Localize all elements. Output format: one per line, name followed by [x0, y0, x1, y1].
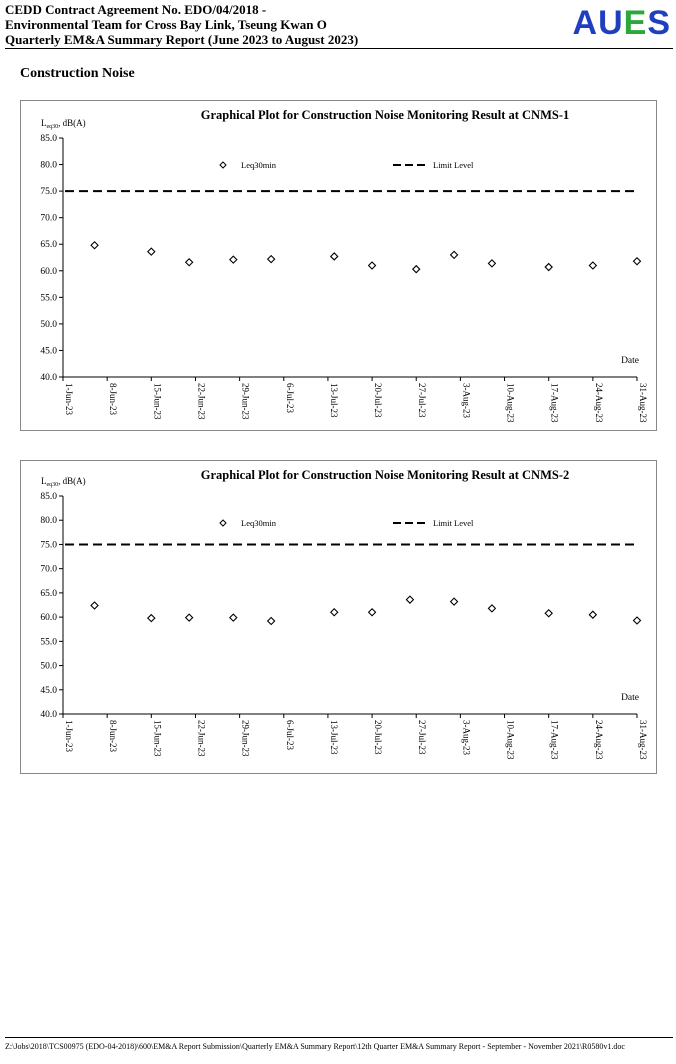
x-tick-label: 24-Aug-23 — [593, 720, 604, 760]
y-tick-label: 55.0 — [40, 293, 57, 304]
data-point — [91, 602, 98, 609]
y-axis-label-sub: eq30 — [46, 482, 59, 488]
header-line-contract: CEDD Contract Agreement No. EDO/04/2018 - — [5, 2, 267, 17]
logo-letter: A — [572, 4, 599, 42]
x-tick-label: 27-Jul-23 — [417, 383, 428, 418]
data-point — [186, 259, 193, 266]
x-tick-label: 8-Jun-23 — [108, 383, 119, 415]
legend-marker-leq30min — [220, 520, 226, 526]
x-tick-label: 20-Jul-23 — [373, 720, 384, 755]
data-point — [634, 617, 641, 624]
y-tick-label: 45.0 — [40, 346, 57, 357]
x-tick-label: 1-Jun-23 — [64, 720, 74, 752]
chart-title: Graphical Plot for Construction Noise Monitoring Result at CNMS-1 — [200, 108, 570, 122]
header-text — [5, 2, 358, 47]
data-point — [634, 258, 641, 265]
x-tick-label: 6-Jul-23 — [284, 720, 295, 750]
data-point — [268, 256, 275, 263]
x-tick-label: 22-Jun-23 — [196, 720, 207, 757]
chart-cnms-2 — [20, 460, 657, 774]
chart-cnms-1 — [20, 100, 657, 431]
y-tick-label: 85.0 — [40, 134, 57, 144]
x-tick-label: 22-Jun-23 — [196, 383, 207, 420]
data-point — [91, 242, 98, 249]
logo-letter: E — [623, 4, 648, 42]
x-tick-label: 31-Aug-23 — [638, 720, 648, 760]
y-tick-label: 40.0 — [40, 373, 57, 383]
data-point — [369, 262, 376, 269]
data-point — [451, 598, 458, 605]
x-tick-label: 17-Aug-23 — [549, 720, 560, 760]
y-tick-label: 55.0 — [40, 637, 57, 648]
data-point — [488, 605, 495, 612]
data-point — [331, 253, 338, 260]
y-tick-label: 70.0 — [40, 213, 57, 224]
y-axis-label-main: L — [41, 476, 47, 486]
y-tick-label: 65.0 — [40, 240, 57, 251]
y-tick-label: 75.0 — [40, 187, 57, 198]
x-axis-label: Date — [621, 356, 639, 366]
data-point — [451, 251, 458, 258]
y-tick-label: 85.0 — [40, 492, 57, 502]
report-header — [5, 2, 673, 49]
x-tick-label: 10-Aug-23 — [505, 720, 516, 760]
legend-marker-leq30min — [220, 162, 226, 168]
x-tick-label: 31-Aug-23 — [638, 383, 648, 423]
chart-svg-cnms-2 — [21, 461, 656, 773]
legend-label-leq30min: Leq30min — [241, 518, 276, 528]
x-tick-label: 8-Jun-23 — [108, 720, 119, 752]
x-tick-label: 6-Jul-23 — [284, 383, 295, 413]
x-tick-label: 29-Jun-23 — [240, 720, 251, 757]
header-line-report: Quarterly EM&A Summary Report (June 2023 to August 2023) — [5, 32, 359, 47]
y-axis-label-sub: eq30 — [46, 124, 59, 130]
x-tick-label: 17-Aug-23 — [549, 383, 560, 423]
chart-svg-cnms-1 — [21, 101, 656, 430]
footer-path: Z:\Jobs\2018\TCS00975 (EDO-04-2018)\600\EM&A Report Submission\Quarterly EM&A Summary Report\12th Quarter EM&A Summary Report - September - November 2021\R0580v1.doc — [5, 1037, 673, 1052]
y-axis-label — [41, 118, 86, 130]
data-point — [331, 609, 338, 616]
logo-letter: S — [647, 4, 671, 42]
x-tick-label: 3-Aug-23 — [461, 383, 472, 418]
y-axis-label — [41, 476, 86, 488]
x-tick-label: 29-Jun-23 — [240, 383, 251, 420]
y-tick-label: 40.0 — [40, 710, 57, 720]
y-tick-label: 80.0 — [40, 160, 57, 171]
section-title: Construction Noise — [20, 66, 135, 81]
y-axis-label-rest: , dB(A) — [58, 476, 86, 486]
y-tick-label: 80.0 — [40, 516, 57, 527]
legend-label-leq30min: Leq30min — [241, 160, 276, 170]
legend-label-limit: Limit Level — [433, 160, 474, 170]
x-tick-label: 27-Jul-23 — [417, 720, 428, 755]
data-point — [230, 614, 237, 621]
x-tick-label: 13-Jul-23 — [328, 383, 339, 418]
x-tick-label: 1-Jun-23 — [64, 383, 74, 415]
x-tick-label: 24-Aug-23 — [593, 383, 604, 423]
y-tick-label: 70.0 — [40, 564, 57, 575]
header-line-team: Environmental Team for Cross Bay Link, Tseung Kwan O — [5, 17, 327, 32]
logo-letter: U — [598, 4, 624, 42]
y-tick-label: 60.0 — [40, 613, 57, 624]
legend-label-limit: Limit Level — [433, 518, 474, 528]
y-tick-label: 65.0 — [40, 588, 57, 599]
x-tick-label: 10-Aug-23 — [505, 383, 516, 423]
data-point — [589, 262, 596, 269]
data-point — [413, 266, 420, 273]
y-axis-label-main: L — [41, 118, 47, 128]
y-tick-label: 60.0 — [40, 266, 57, 277]
data-point — [268, 617, 275, 624]
data-point — [369, 609, 376, 616]
chart-title: Graphical Plot for Construction Noise Monitoring Result at CNMS-2 — [200, 468, 570, 482]
data-point — [148, 615, 155, 622]
y-tick-label: 75.0 — [40, 540, 57, 551]
x-tick-label: 20-Jul-23 — [373, 383, 384, 418]
aues-logo — [573, 4, 672, 42]
x-tick-label: 15-Jun-23 — [152, 720, 163, 757]
x-tick-label: 15-Jun-23 — [152, 383, 163, 420]
data-point — [148, 248, 155, 255]
data-point — [406, 596, 413, 603]
y-tick-label: 50.0 — [40, 661, 57, 672]
x-axis-label: Date — [621, 693, 639, 703]
y-tick-label: 45.0 — [40, 685, 57, 696]
x-tick-label: 13-Jul-23 — [328, 720, 339, 755]
y-axis-label-rest: , dB(A) — [58, 118, 86, 128]
data-point — [545, 610, 552, 617]
x-tick-label: 3-Aug-23 — [461, 720, 472, 755]
data-point — [589, 611, 596, 618]
data-point — [230, 256, 237, 263]
data-point — [545, 264, 552, 271]
y-tick-label: 50.0 — [40, 319, 57, 330]
data-point — [186, 614, 193, 621]
data-point — [488, 260, 495, 267]
